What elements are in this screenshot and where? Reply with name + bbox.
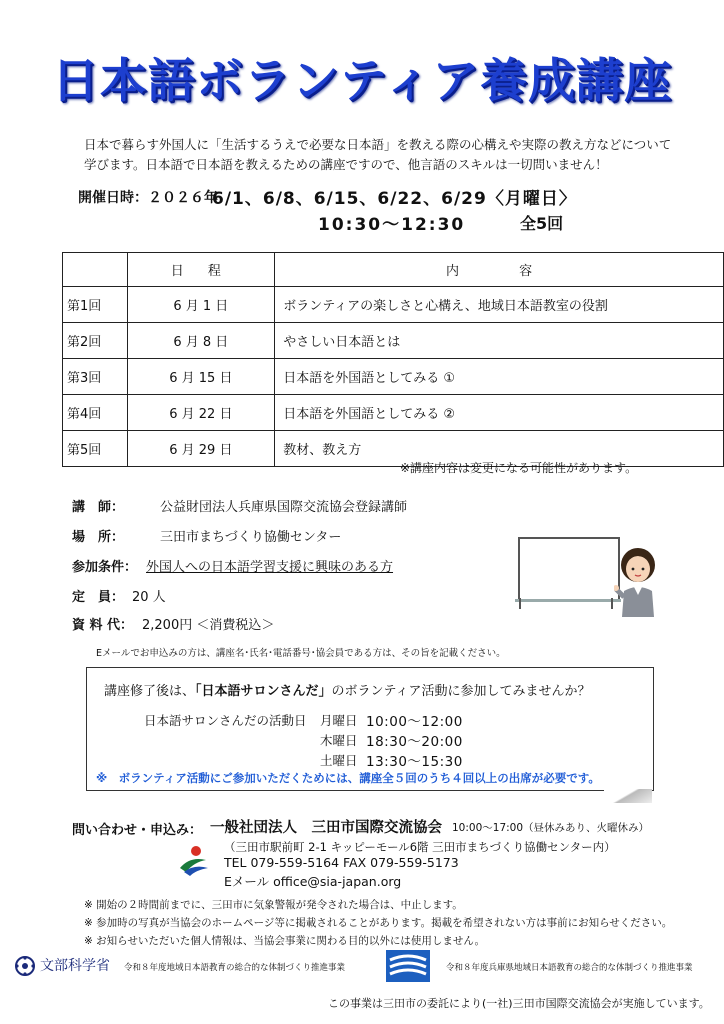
lecturer-value: 公益財団法人兵庫県国際交流協会登録講師 — [160, 500, 408, 515]
footnote-3: ※ お知らせいただいた個人情報は、当協会事業に関わる目的以外には使用しません。 — [84, 935, 485, 947]
header-cell-no — [63, 253, 128, 287]
salon-time-mon: 10:00～12:00 — [366, 714, 463, 730]
salon-days-label: 日本語サロンさんだの活動日 — [144, 713, 307, 728]
mext-logo-icon — [14, 955, 36, 977]
condition-label: 参加条件： — [72, 560, 138, 575]
page-title: 日本語ボランティア養成講座 — [51, 54, 673, 109]
contact-address: （三田市駅前町 2-1 キッピーモール6階 三田市まちづくり協働センター内） — [224, 840, 616, 854]
association-logo-icon — [176, 842, 212, 878]
table-row — [63, 359, 724, 395]
row-no: 第3回 — [63, 359, 128, 395]
salon-time-thu: 18:30～20:00 — [366, 734, 463, 750]
row-no: 第5回 — [63, 431, 128, 467]
row-content: 教材、教え方 — [275, 431, 724, 467]
dates-time: 10:30～12:30 — [318, 215, 466, 235]
email-note: Eメールでお申込みの方は、講座名･氏名･電話番号･協会員である方は、その旨を記載ください。 — [96, 648, 506, 659]
table-row — [63, 287, 724, 323]
project-left: 令和８年度地域日本語教育の総合的な体制づくり推進事業 — [124, 963, 346, 973]
venue-value: 三田市まちづくり協働センター — [160, 530, 342, 545]
mext-name: 文部科学省 — [40, 958, 110, 974]
whiteboard-leg — [611, 598, 613, 609]
project-right: 令和８年度兵庫県地域日本語教育の総合的な体制づくり推進事業 — [446, 963, 693, 973]
schedule-table — [62, 252, 724, 467]
salon-time-sat: 13:30～15:30 — [366, 754, 463, 770]
hyogo-logo-icon — [386, 950, 430, 982]
row-no: 第1回 — [63, 287, 128, 323]
teacher-illustration — [614, 545, 660, 617]
salon-day-mon: 月曜日 — [320, 713, 358, 728]
row-content: 日本語を外国語としてみる ② — [275, 395, 724, 431]
fee-value: 2,200円 ＜消費税込＞ — [142, 618, 275, 633]
row-date: 6 月 8 日 — [127, 323, 275, 359]
contact-phone: TEL 079-559-5164 FAX 079-559-5173 — [224, 855, 459, 870]
whiteboard-leg — [519, 598, 521, 609]
whiteboard-tray — [515, 599, 621, 602]
dates-label: 開催日時：２０２６年 — [78, 190, 218, 206]
schedule-note: ※講座内容は変更になる可能性があります。 — [400, 461, 638, 475]
intro-text — [84, 135, 674, 175]
row-date: 6 月 15 日 — [127, 359, 275, 395]
row-no: 第4回 — [63, 395, 128, 431]
salon-day-thu: 木曜日 — [320, 733, 358, 748]
lecturer-label: 講 師： — [72, 500, 125, 515]
contact-label: 問い合わせ・申込み： — [72, 823, 203, 838]
table-row — [63, 323, 724, 359]
salon-question: 講座修了後は、「日本語サロンさんだ」のボランティア活動に参加してみませんか？ — [104, 684, 591, 699]
capacity-value: 20 人 — [132, 590, 166, 605]
dates-days: 6/1、6/8、6/15、6/22、6/29〈月曜日〉 — [212, 189, 577, 209]
venue-label: 場 所： — [72, 530, 125, 545]
footnote-2: ※ 参加時の写真が当協会のホームページ等に掲載されることがあります。掲載を希望されない方は事前にお知らせください。 — [84, 917, 673, 929]
row-content: やさしい日本語とは — [275, 323, 724, 359]
contact-hours: 10:00～17:00（昼休みあり、火曜休み） — [452, 822, 650, 834]
salon-box-curl — [604, 789, 652, 803]
row-date: 6 月 29 日 — [127, 431, 275, 467]
table-row — [63, 395, 724, 431]
row-content: 日本語を外国語としてみる ① — [275, 359, 724, 395]
contact-org: 一般社団法人 三田市国際交流協会 — [210, 820, 442, 836]
intro-line-1: 日本で暮らす外国人に「生活するうえで必要な日本語」を教える際の心構えや実際の教え方などについて — [84, 137, 672, 152]
fee-label: 資 料 代： — [72, 618, 134, 633]
row-date: 6 月 22 日 — [127, 395, 275, 431]
footer-statement: この事業は三田市の委託により(一社)三田市国際交流協会が実施しています。 — [328, 997, 710, 1010]
schedule-header-row — [63, 253, 724, 287]
header-cell-date: 日 程 — [127, 253, 275, 287]
dates-count: 全5回 — [520, 214, 564, 233]
footnote-1: ※ 開始の２時間前までに、三田市に気象警報が発令された場合は、中止します。 — [84, 899, 463, 911]
whiteboard-illustration — [518, 537, 620, 601]
contact-email[interactable]: Eメール office@sia-japan.org — [224, 874, 402, 889]
condition-value: 外国人への日本語学習支援に興味のある方 — [146, 560, 394, 575]
salon-day-sat: 土曜日 — [320, 753, 358, 768]
salon-warning: ※ ボランティア活動にご参加いただくためには、講座全５回のうち４回以上の出席が必要です。 — [96, 771, 600, 785]
row-content: ボランティアの楽しさと心構え、地域日本語教室の役割 — [275, 287, 724, 323]
row-date: 6 月 1 日 — [127, 287, 275, 323]
row-no: 第2回 — [63, 323, 128, 359]
intro-line-2: 学びます。日本語で日本語を教えるための講座ですので、他言語のスキルは一切問いません！ — [84, 157, 608, 172]
capacity-label: 定 員： — [72, 590, 125, 605]
header-cell-content: 内 容 — [275, 253, 724, 287]
